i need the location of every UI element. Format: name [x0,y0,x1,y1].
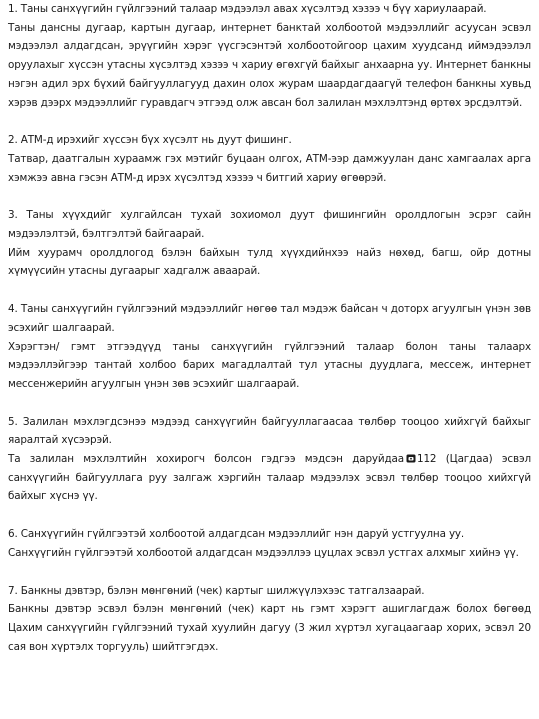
section-4 [8,300,531,394]
section-3 [8,206,531,281]
section-heading: 7. Банкны дэвтэр, бэлэн мөнгөний (чек) картыг шилжүүлэхээс татгалзаарай. [8,584,425,597]
section-body: Санхүүгийн гүйлгээтэй холбоотой алдагдсан мэдээллээ цуцлах эсвэл устгах алхмыг хийнэ үү. [8,546,519,559]
section-2 [8,131,531,187]
section-5 [8,413,531,507]
section-7 [8,582,531,657]
section-body-text: Та залилан мэхлэлтийн хохирогч болсон гэдгээ мэдсэн даруйдаа [8,453,404,466]
section-body: Ийм хуурамч оролдлогод бэлэн байхын тулд хүүхдийнхээ найз нөхөд, багш, ойр дотны хүмүүсийн утасны дугаарыг хадгалж аваарай. [8,246,531,278]
section-body: Татвар, даатгалын хураамж гэх мэтийг буцаан олгох, АТМ-ээр дамжуулан данс хамгаалах арга хэмжээ авна гэсэн АТМ-д ирэх хүсэлтэд хэзээ ч битгий хариу өгөөрэй. [8,152,531,184]
section-body: Банкны дэвтэр эсвэл бэлэн мөнгөний (чек) карт нь гэмт хэрэгт ашиглагдаж болох бөгөөд Цахим санхүүгийн гүйлгээний тухай хуулийн дагуу (3 жил хүртэл хугацаагаар хорих, эсвэл 20 сая вон хүртэлх торгууль) шийтгэгдэх. [8,603,531,653]
section-1 [8,0,531,112]
section-body-text: 112 (Цагдаа) эсвэл санхүүгийн байгууллага руу залгаж хэргийн талаар мэдээлэх эсвэл төлбөр тооцоо хийхгүй байхыг хүснэ үү. [8,453,532,503]
section-heading: 1. Таны санхүүгийн гүйлгээний талаар мэдээлэл авах хүсэлтэд хэзээ ч бүү хариулаарай. [8,3,487,15]
section-6 [8,525,531,562]
section-heading: 4. Таны санхүүгийн гүйлгээний мэдээллийг нөгөө тал мэдэж байсан ч доторх агуулгын үнэн зөв эсэхийг шалгаарай. [8,303,531,334]
section-heading: 2. АТМ-д ирэхийг хүссэн бүх хүсэлт нь дуут фишинг. [8,134,292,147]
section-body [8,450,531,506]
section-body: Хэрэгтэн/ гэмт этгээдүүд таны санхүүгийн гүйлгээний талаар болон таны талаарх мэдээллэйгээр тантай холбоо барих магадлалтай тул утасны дуудлага, мессеж, интернет мессенжерийн агуулгын үнэн зөв эсэхийг шалгаарай. [8,340,531,390]
section-heading: 6. Санхүүгийн гүйлгээтэй холбоотой алдагдсан мэдээллийг нэн даруй устгуулна уу. [8,528,465,541]
section-heading: 3. Таны хүүхдийг хулгайлсан тухай зохиомол дуут фишингийн оролдлогын эсрэг сайн мэдээлэлтэй, бэлтгэлтэй байгаарай. [8,209,531,241]
section-heading: 5. Залилан мэхлэгдсэнээ мэдээд санхүүгийн байгууллагаасаа төлбөр тооцоо хийхгүй байхыг яаралтай хүсээрэй. [8,415,531,447]
phone-icon [406,454,416,463]
section-body: Таны дансны дугаар, картын дугаар, интернет банктай холбоотой мэдээллийг асуусан эсвэл мэдээлэл алдагдсан, эрүүгийн хэрэг үүсгэсэнтэй холбоотойгоор цахим хуудсанд иймэдээлэл оруулахыг хүссэн утасны хүсэлтэд хэзээ ч хариу өгөхгүй байхыг анхаарна уу. Интернет банкны нэгэн адил эрх бүхий байгууллагууд дахин олох журам шаардагдаагүй телефон банкны хувьд хэрэв дээрх мэдээллийг гуравдагч этгээд олж авсан бол залилан мэхлэлтэнд өртөх эрсдэлтэй. [8,21,531,109]
